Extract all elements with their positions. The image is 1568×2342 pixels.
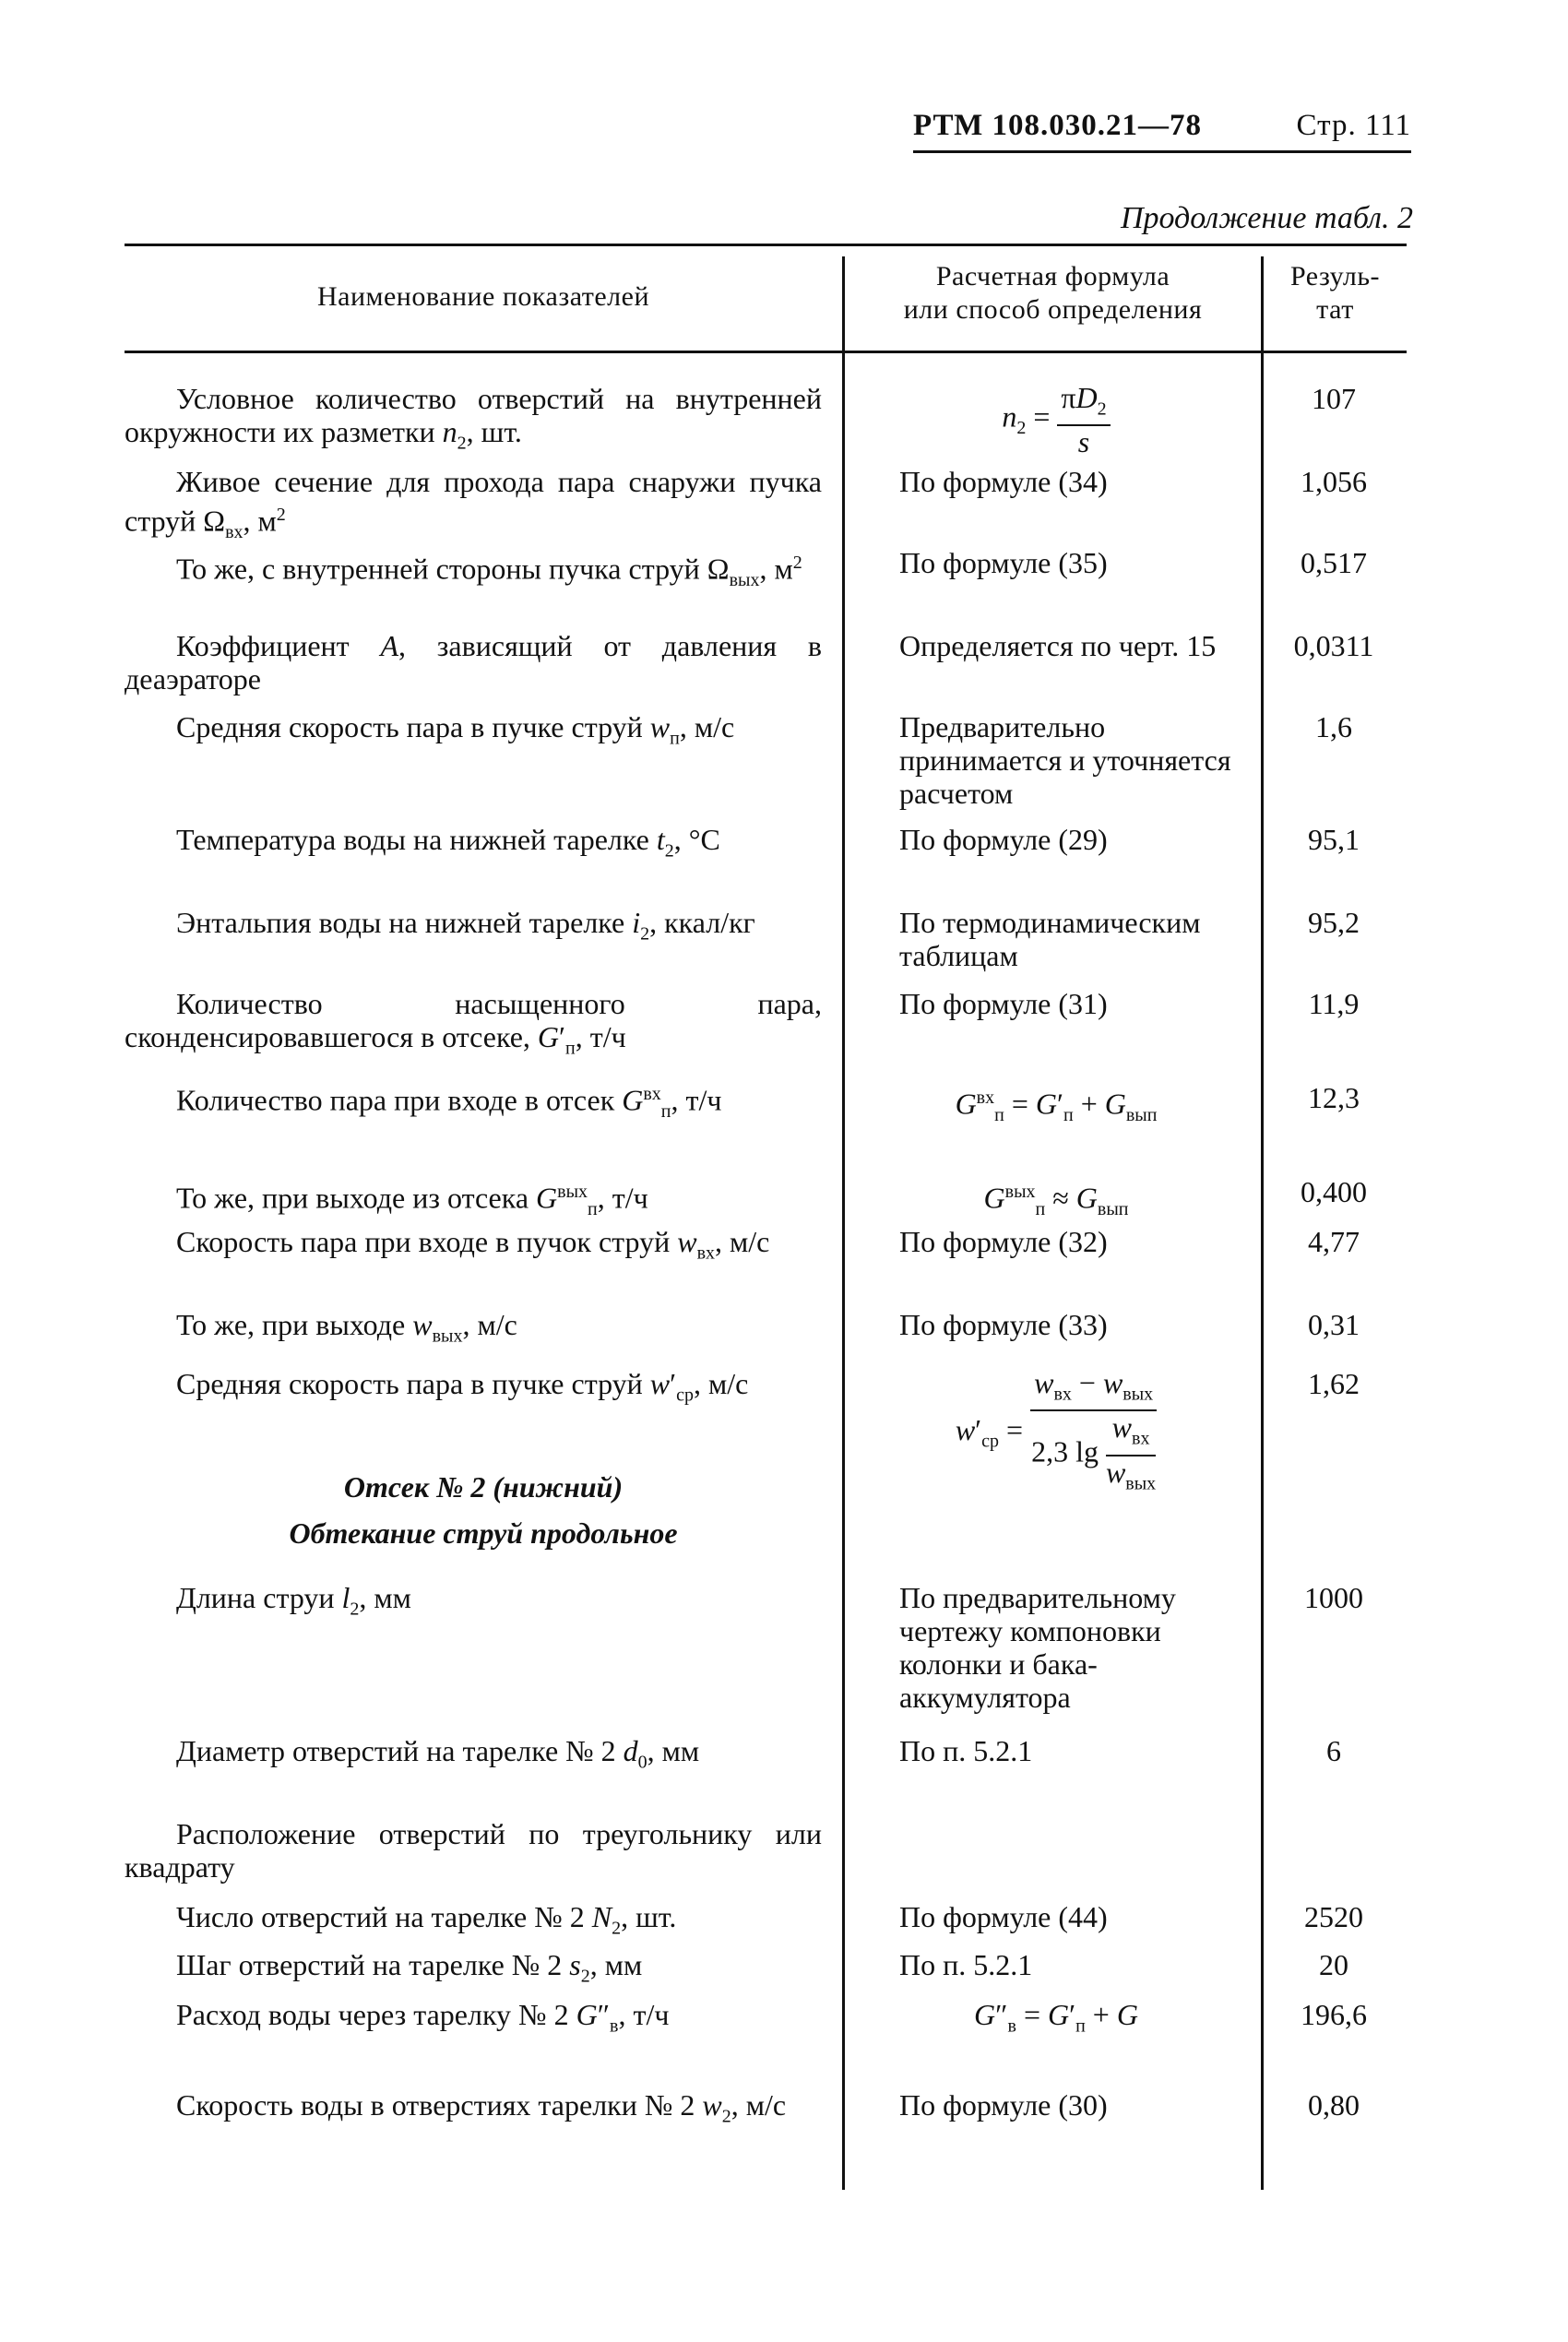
row-result: 6 — [1326, 1734, 1341, 1767]
row-result: 1,62 — [1308, 1367, 1360, 1400]
row-formula: По формуле (35) — [899, 546, 1108, 579]
column-divider-2 — [1261, 256, 1264, 2190]
row-result: 11,9 — [1308, 987, 1360, 1020]
row-result: 196,6 — [1301, 1998, 1367, 2031]
row-result: 95,1 — [1308, 823, 1360, 856]
row-name: Энтальпия воды на нижней тарелке $i_2$, ккал/кг — [176, 906, 755, 945]
row-result: 12,3 — [1308, 1081, 1360, 1114]
row-result: 0,31 — [1308, 1308, 1360, 1341]
row-name: Скорость воды в отверстиях тарелки № 2 $w_2$, м/с — [176, 2088, 787, 2127]
header-formula: Расчетная формула или способ определения — [903, 261, 1203, 325]
row-name: Температура воды на нижней тарелке $t_2$, °C — [176, 823, 720, 862]
section-subtitle: Обтекание струй продольное — [289, 1516, 678, 1550]
row-name: Средняя скорость пара в пучке струй $w'_{ср}$, м/с — [176, 1367, 749, 1406]
row-name: Шаг отверстий на тарелке № 2 $s_2$, мм — [176, 1948, 643, 1987]
row-name: Диаметр отверстий на тарелке № 2 $d_0$, мм — [176, 1734, 700, 1773]
table-continuation-label: Продолжение табл. 2 — [1120, 201, 1413, 235]
row-result: 1,6 — [1315, 710, 1352, 743]
row-formula: $G''_в = G'_п + G$ — [974, 1998, 1138, 2037]
row-result: 2520 — [1304, 1900, 1363, 1933]
row-formula: По формуле (30) — [899, 2088, 1108, 2122]
row-name: То же, с внутренней стороны пучка струй $\Omega_{вых}$, $м^2$ — [176, 552, 802, 591]
row-result: 95,2 — [1308, 906, 1360, 939]
header-name: Наименование показателей — [316, 281, 650, 312]
page-header — [913, 109, 1411, 153]
row-name: Расположение отверстий по треугольнику или квадрату — [125, 1817, 822, 1884]
row-formula: $n_2$ = $\frac{\pi D_2}{s}$ — [853, 382, 1259, 458]
row-result: 1000 — [1304, 1581, 1363, 1614]
document-code: РТМ 108.030.21—78 — [913, 109, 1203, 142]
row-result: 20 — [1319, 1948, 1348, 1981]
row-name: Условное количество отверстий на внутренней окружности их разметки $n_2$, шт. — [125, 382, 822, 454]
row-formula: По формуле (44) — [899, 1900, 1108, 1933]
row-name: Количество насыщенного пара, сконденсировавшегося в отсеке, $G'_п$, т/ч — [125, 987, 822, 1059]
column-divider-1 — [842, 256, 845, 2190]
data-table — [125, 244, 1407, 2190]
row-name: То же, при выходе из отсека $G^{вых}_п$, т/ч — [176, 1181, 648, 1220]
row-result: 4,77 — [1308, 1225, 1360, 1258]
table-header-rule — [125, 351, 1407, 353]
row-formula: Предварительно принимается и уточняется расчетом — [899, 710, 1231, 810]
row-name: То же, при выходе $w_{вых}$, м/с — [176, 1308, 517, 1347]
row-formula: По предварительному чертежу компоновки колонки и бака-аккумулятора — [899, 1581, 1176, 1714]
row-formula: По формуле (31) — [899, 987, 1108, 1020]
row-name: Длина струи $l_2$, мм — [176, 1581, 411, 1620]
row-result: 0,0311 — [1293, 629, 1374, 662]
row-name: Скорость пара при входе в пучок струй $w_{вх}$, м/с — [176, 1225, 770, 1264]
row-formula: По п. 5.2.1 — [899, 1734, 1033, 1767]
row-formula: По п. 5.2.1 — [899, 1948, 1033, 1981]
row-result: 107 — [1312, 382, 1356, 415]
row-formula: По формуле (32) — [899, 1225, 1108, 1258]
row-name: Число отверстий на тарелке № 2 $N_2$, шт. — [176, 1900, 677, 1939]
row-formula: $G^{вх}_п = G'_п + G_{вып}$ — [955, 1087, 1158, 1126]
row-name: Живое сечение для прохода пара снаружи пучка струй $\Omega_{вх}$, $м^2$ — [125, 465, 822, 543]
page-number: Стр. 111 — [1296, 109, 1411, 142]
header-rule — [913, 150, 1411, 153]
row-formula: По формуле (34) — [899, 465, 1108, 498]
section-title: Отсек № 2 (нижний) — [343, 1470, 624, 1504]
row-formula: По формуле (29) — [899, 823, 1108, 856]
row-name: Расход воды через тарелку № 2 $G''_в$, т/ч — [176, 1998, 670, 2037]
table-top-rule — [125, 244, 1407, 246]
row-name: Количество пара при входе в отсек $G^{вх}_п$, т/ч — [176, 1083, 722, 1123]
row-result: 0,517 — [1301, 546, 1367, 579]
row-result: 1,056 — [1301, 465, 1367, 498]
row-formula: По термодинамическим таблицам — [899, 906, 1201, 972]
row-formula: $w'_{ср}$ = $w_{вх} - w_{вых}$ 2,3 lg $\frac{w_{вх}}{w_{вых}}$ — [955, 1366, 1157, 1494]
row-formula: По формуле (33) — [899, 1308, 1108, 1341]
row-formula: Определяется по черт. 15 — [899, 629, 1217, 662]
row-name: Средняя скорость пара в пучке струй $w_п$, м/с — [176, 710, 735, 749]
row-result: 0,400 — [1301, 1175, 1367, 1208]
row-result: 0,80 — [1308, 2088, 1360, 2122]
row-name: Коэффициент A, зависящий от давления в деаэраторе — [125, 629, 823, 695]
header-result: Резуль- тат — [1289, 261, 1380, 325]
row-formula: $G^{вых}_п \approx G_{вып}$ — [983, 1181, 1129, 1220]
